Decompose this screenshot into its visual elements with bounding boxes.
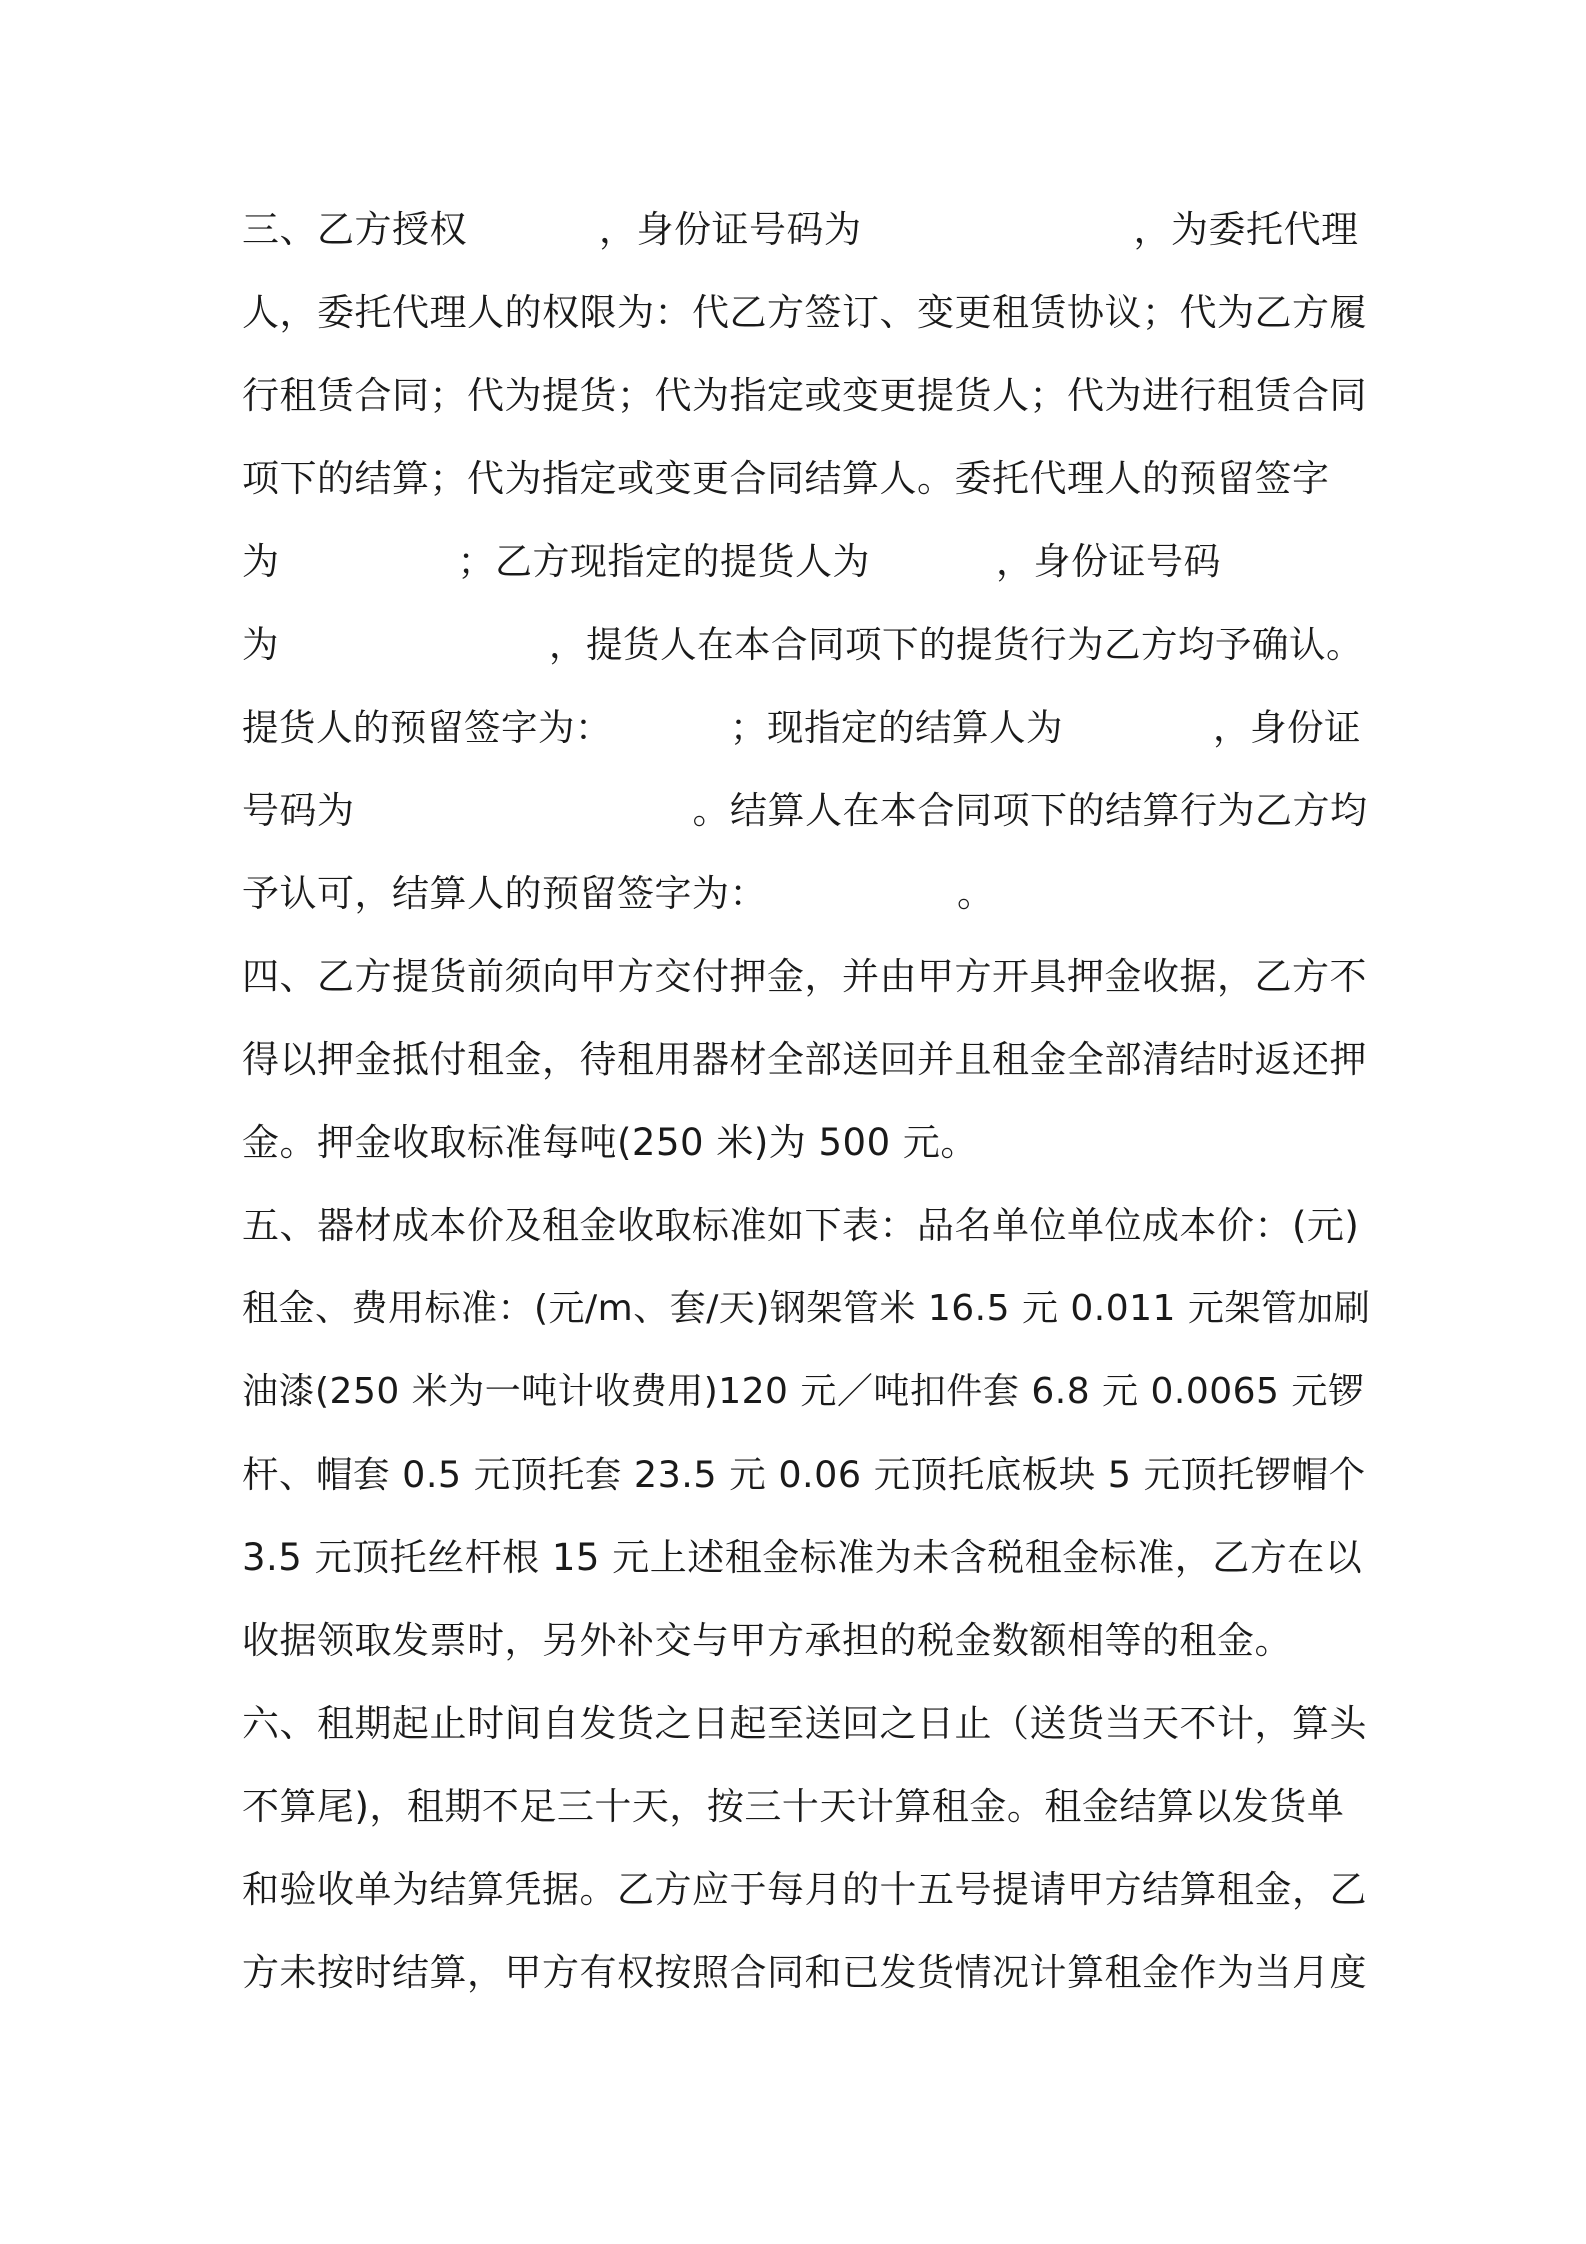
section5-line6: 收据领取发票时，另外补交与甲方承担的税金数额相等的租金。 (242, 1619, 1292, 1662)
section6-line2: 不算尾)，租期不足三十天，按三十天计算租金。租金结算以发货单 (242, 1785, 1345, 1828)
section3-line2: 人，委托代理人的权限为：代乙方签订、变更租赁协议；代为乙方履 (242, 291, 1367, 334)
section3-line6 (242, 615, 1372, 675)
section3-l9-a: 予认可，结算人的预留签字为： (242, 872, 767, 915)
section3-line7 (242, 698, 1372, 758)
section3-l1-c: ，为委托代理 (1133, 208, 1359, 251)
section3-line5 (242, 532, 1372, 592)
section3-l6-b: ，提货人在本合同项下的提货行为乙方均予确认。 (549, 623, 1363, 666)
section5-line1: 五、器材成本价及租金收取标准如下表：品名单位单位成本价：(元) (242, 1204, 1360, 1247)
section3-l5-b: ；乙方现指定的提货人为 (457, 540, 870, 583)
section6-line3: 和验收单为结算凭据。乙方应于每月的十五号提请甲方结算租金，乙 (242, 1868, 1367, 1911)
section3-line1 (242, 200, 1372, 260)
section6-line4: 方未按时结算，甲方有权按照合同和已发货情况计算租金作为当月度 (242, 1951, 1367, 1994)
section5-line4: 杆、帽套 0.5 元顶托套 23.5 元 0.06 元顶托底板块 5 元顶托锣帽个 (242, 1453, 1366, 1496)
section4-line1: 四、乙方提货前须向甲方交付押金，并由甲方开具押金收据，乙方不 (242, 955, 1367, 998)
section4-line3: 金。押金收取标准每吨(250 米)为 500 元。 (242, 1121, 978, 1164)
section3-line4: 项下的结算；代为指定或变更合同结算人。委托代理人的预留签字 (242, 457, 1330, 500)
section5-line3: 油漆(250 米为一吨计收费用)120 元／吨扣件套 6.8 元 0.0065 元锣 (242, 1371, 1365, 1412)
section3-l8-b: 。结算人在本合同项下的结算行为乙方均 (692, 789, 1368, 832)
section3-l7-a: 提货人的预留签字为： (242, 706, 612, 749)
section3-l5-a: 为 (242, 540, 280, 583)
section3-l7-b: ；现指定的结算人为 (730, 706, 1063, 749)
section3-line8 (242, 781, 1372, 841)
section3-line9 (242, 864, 1372, 924)
section4-line2: 得以押金抵付租金，待租用器材全部送回并且租金全部清结时返还押 (242, 1038, 1367, 1081)
section3-l5-c: ，身份证号码 (996, 540, 1221, 583)
section3-l8-a: 号码为 (242, 789, 355, 832)
section3-l9-b: 。 (957, 872, 995, 915)
section3-l7-c: ，身份证 (1213, 706, 1361, 749)
section5-line5: 3.5 元顶托丝杆根 15 元上述租金标准为未含税租金标准，乙方在以 (242, 1536, 1363, 1579)
section3-l1-b: ，身份证号码为 (599, 208, 862, 251)
section3-l6-a: 为 (242, 623, 279, 666)
section5-line2: 租金、费用标准：(元/m、套/天)钢架管米 16.5 元 0.011 元架管加刷 (242, 1288, 1371, 1329)
section3-l1-a: 三、乙方授权 (242, 208, 467, 251)
section6-line1: 六、租期起止时间自发货之日起至送回之日止（送货当天不计，算头 (242, 1702, 1367, 1745)
section3-line3: 行租赁合同；代为提货；代为指定或变更提货人；代为进行租赁合同 (242, 374, 1367, 417)
